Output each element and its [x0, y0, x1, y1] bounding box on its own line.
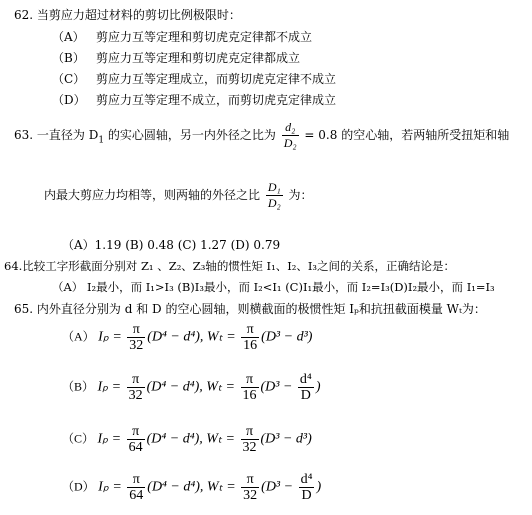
wt-fraction [241, 424, 259, 455]
option-text: 剪应力互等定理成立，而剪切虎克定律不成立 [96, 72, 337, 86]
q63-ratio-fraction [282, 120, 299, 151]
q65-stem: 65. 内外直径分别为 d 和 D 的空心圆轴，则横截面的极惯性矩 Iₚ和抗扭截面模量 Wₜ为： [14, 302, 486, 316]
ip-fraction [127, 472, 145, 503]
fraction-denominator: D₂ [283, 136, 297, 150]
fraction-numerator: π [241, 372, 259, 388]
q63-stem-a: 63. 一直径为 D [14, 128, 99, 142]
ip-symbol: Iₚ = [98, 479, 122, 495]
ip-fraction [127, 424, 145, 455]
q62-option-c [52, 70, 336, 87]
wt-expression-end: ) [315, 379, 321, 395]
wt-expression-start: (D³ − [260, 379, 293, 395]
fraction-denominator: 32 [129, 338, 144, 353]
q64-stem: 64.比较工字形截面分别对 Z₁ 、Z₂、Z₃轴的惯性矩 I₁、I₂、I₃之间的关系，正确结论是： [4, 259, 456, 273]
fraction-denominator: D [300, 388, 311, 403]
ip-symbol: Iₚ = [97, 379, 122, 395]
q63-stem-line1 [14, 120, 509, 151]
option-text: 剪应力互等定理和剪切虎克定律都不成立 [96, 30, 313, 44]
q62-stem: 62. 当剪应力超过材料的剪切比例极限时： [14, 8, 241, 22]
fraction-numerator: π [127, 472, 145, 488]
q63-outer-ratio-fraction [266, 180, 283, 211]
fraction-denominator: D₂ [267, 196, 281, 210]
wt-symbol: Wₜ = [206, 329, 236, 345]
q62-option-d [52, 91, 336, 108]
fraction-denominator: 32 [243, 488, 258, 503]
option-text: 剪应力互等定理不成立，而剪切虎克定律成立 [96, 93, 337, 107]
q63-stem2-b: 为： [288, 188, 313, 202]
fraction-numerator: π [241, 322, 259, 338]
fraction-numerator: π [127, 322, 145, 338]
wt-inner-fraction [299, 472, 315, 503]
wt-inner-fraction [298, 372, 314, 403]
wt-fraction [241, 372, 259, 403]
fraction-numerator: d⁴ [300, 472, 313, 487]
fraction-numerator: d₂ [282, 120, 299, 136]
q64-choices: （A） I₂最小，而 I₁>I₃ (B)I₃最小，而 I₂<I₁ (C)I₁最小，而 I₂=I₃(D)I₂最小，而 I₁=I₃ [52, 280, 495, 294]
fraction-denominator: 32 [242, 440, 257, 455]
ip-fraction [127, 322, 145, 353]
wt-expression-start: (D³ − [261, 479, 294, 495]
fraction-numerator: d⁴ [299, 372, 312, 387]
wt-fraction [241, 472, 259, 503]
option-text: 剪应力互等定理和剪切虎克定律都成立 [96, 51, 301, 65]
wt-expression: (D³ − d³) [261, 329, 313, 345]
q63-stem-line2 [44, 180, 313, 211]
q63-ratio-value: = 0.8 的空心轴，若两轴所受扭矩和轴 [304, 128, 510, 142]
ip-expression: (D⁴ − d⁴), [147, 479, 204, 495]
fraction-numerator: π [241, 472, 259, 488]
ip-expression: (D⁴ − d⁴), [146, 379, 203, 395]
wt-expression-end: ) [316, 479, 322, 495]
q63-stem-sub: 1 [98, 135, 105, 146]
q63-stem2-a: 内最大剪应力均相等，则两轴的外径之比 [44, 188, 261, 202]
ip-expression: (D⁴ − d⁴), [147, 329, 204, 345]
wt-symbol: Wₜ = [206, 431, 235, 447]
fraction-denominator: 16 [243, 338, 258, 353]
wt-symbol: Wₜ = [206, 379, 235, 395]
option-label: （B） [62, 379, 95, 394]
fraction-numerator: π [241, 424, 259, 440]
option-label: （D） [52, 93, 86, 107]
q65-option-c [62, 424, 312, 455]
ip-expression: (D⁴ − d⁴), [146, 431, 203, 447]
fraction-denominator: 32 [128, 388, 143, 403]
option-label: （C） [52, 72, 86, 86]
option-label: （D） [62, 479, 95, 494]
wt-expression: (D³ − d³) [260, 431, 312, 447]
wt-fraction [241, 322, 259, 353]
fraction-numerator: π [127, 424, 145, 440]
option-label: （A） [62, 329, 95, 344]
q65-option-a [62, 322, 312, 353]
q63-stem-b: 的实心圆轴，另一内外径之比为 [107, 128, 276, 142]
option-label: （C） [62, 431, 95, 446]
fraction-denominator: 16 [242, 388, 257, 403]
fraction-denominator: 64 [128, 440, 143, 455]
q62-option-a [52, 28, 312, 45]
q63-choices: （A）1.19 (B) 0.48 (C) 1.27 (D) 0.79 [62, 238, 281, 252]
option-label: （A） [52, 30, 85, 44]
option-label: （B） [52, 51, 85, 65]
ip-fraction [127, 372, 145, 403]
q65-option-b [62, 372, 320, 403]
ip-symbol: Iₚ = [98, 329, 122, 345]
wt-symbol: Wₜ = [206, 479, 236, 495]
fraction-numerator: D₁ [267, 180, 281, 194]
q62-option-b [52, 49, 300, 66]
fraction-denominator: D [301, 488, 312, 503]
fraction-numerator: π [127, 372, 145, 388]
ip-symbol: Iₚ = [97, 431, 122, 447]
q65-option-d [62, 472, 321, 503]
fraction-denominator: 64 [129, 488, 144, 503]
